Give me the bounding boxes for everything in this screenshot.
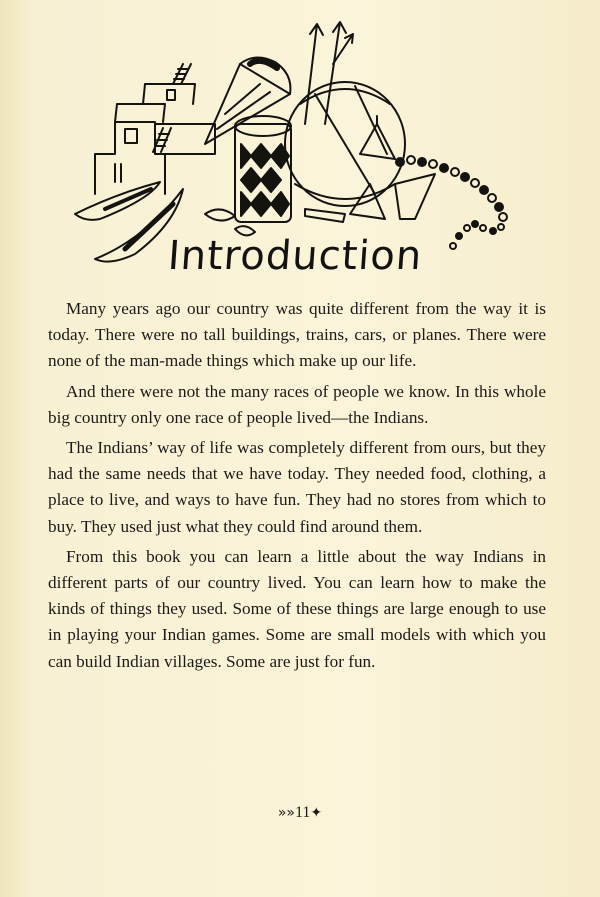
diamond-drum-drawing (235, 116, 291, 222)
small-artifacts-drawing (205, 116, 435, 235)
canoe-drawings (75, 182, 183, 262)
paragraph-1: Many years ago our country was quite different from the way it is today. There were no tall buildings, trains, cars, or planes. There were none of the man-made things which make up our life. (48, 299, 546, 371)
arrows-drawing (305, 22, 353, 124)
page-number: 11 (295, 804, 311, 821)
chapter-title: Introduction (166, 233, 424, 279)
pueblo-drawing (95, 64, 215, 194)
body-text (48, 296, 546, 679)
paragraph-2: And there were not the many races of people we know. In this whole big country only one race of people lived—the Indians. (48, 381, 546, 427)
folio-right-ornament: ✦ (310, 805, 323, 821)
page-number-folio (0, 804, 600, 822)
cone-basket-drawing (205, 57, 290, 144)
folio-left-ornament: »» (277, 805, 295, 821)
paragraph-4: From this book you can learn a little about the way Indians in different parts of our country lived. You can learn how to make the kinds of things they used. Some of these things are large enough to use in playing your Indian games. Some are small models with which you can build Indian villages. Some are just for fun. (48, 546, 546, 671)
paragraph-3: The Indians’ way of life was completely different from ours, but they had the same needs that we have today. They needed food, clothing, a place to live, and ways to have fun. They had no stores from which to buy. They used just what they could find around them. (48, 438, 546, 536)
